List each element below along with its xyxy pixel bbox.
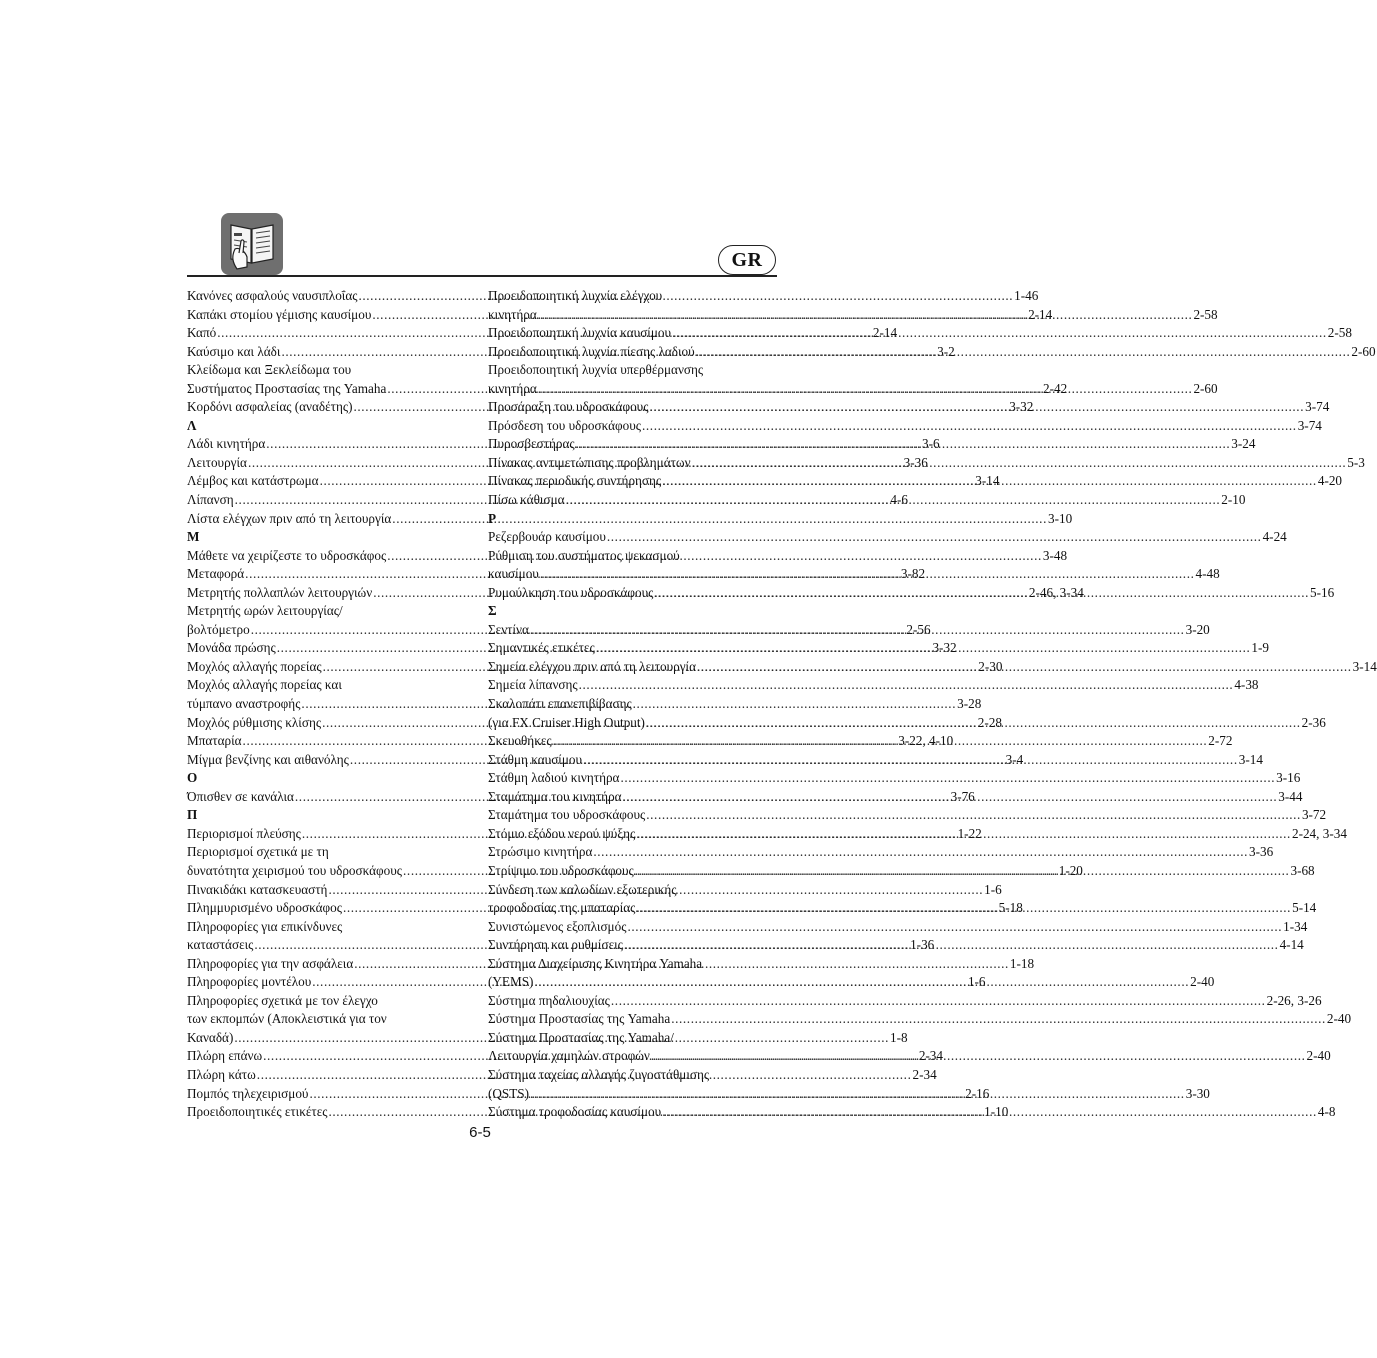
index-entry-line: Ρύθμιση του συστήματος ψεκασμού [488, 547, 680, 563]
dot-leader [592, 843, 1249, 862]
dot-leader [529, 621, 1186, 640]
dot-leader [595, 639, 1252, 658]
dot-leader [537, 380, 1194, 399]
dot-leader [648, 398, 1305, 417]
entry-text: τροφοδοσίας της μπαταρίας [488, 900, 636, 916]
entry-page-ref: 2-46, 3-34 [1028, 584, 1084, 600]
entry-text: Περιορισμοί πλεύσης [187, 825, 301, 841]
entry-page-ref: 4-24 [1262, 529, 1287, 545]
entry-text: Πληροφορίες μοντέλου [187, 974, 312, 990]
dot-leader [619, 769, 1276, 788]
entry-page-ref: 3-22, 4-10 [898, 733, 954, 749]
entry-page-ref: 5-18 [998, 900, 1023, 916]
index-entry-line: Σύνδεση των καλωδίων εξωτερικής [488, 881, 677, 897]
entry-page-ref: 1-46 [1014, 288, 1039, 303]
entry-page-ref: 3-44 [1278, 788, 1303, 804]
dot-leader [623, 936, 1280, 955]
entry-text: κινητήρα [488, 306, 537, 322]
entry-page-ref: 2-14 [1028, 306, 1053, 322]
entry-text: Σημεία λίπανσης [488, 677, 578, 693]
entry-text: Συντήρηση και ρυθμίσεις [488, 937, 623, 953]
entry-text: Κορδόνι ασφαλείας (αναδέτης) [187, 399, 353, 415]
entry-text: Μετρητής πολλαπλών λειτουργιών [187, 584, 373, 600]
entry-text: Προειδοποιητική λυχνία πίεσης λαδιού [488, 343, 695, 359]
entry-text: Λειτουργία χαμηλών στροφών [488, 1048, 650, 1064]
index-entry [488, 676, 1259, 695]
page-number: 6-5 [469, 1124, 491, 1141]
entry-text: Προειδοποιητική λυχνία καυσίμου [488, 325, 672, 341]
entry-page-ref: 5-16 [1310, 584, 1335, 600]
entry-page-ref: 3-14 [1352, 658, 1377, 674]
entry-page-ref: 1-36 [910, 937, 935, 953]
entry-page-ref: 3-20 [1185, 621, 1210, 637]
entry-text: Συνιστώμενος εξοπλισμός [488, 918, 627, 934]
index-entry [488, 417, 1322, 436]
entry-text: Σκευοθήκες [488, 733, 552, 749]
entry-text: Μεταφορά [187, 566, 245, 582]
dot-leader [661, 472, 1318, 491]
entry-page-ref: 3-82 [900, 566, 926, 582]
entry-text: καυσίμου [488, 566, 539, 582]
entry-text: Λέμβος και κατάστρωμα [187, 473, 319, 489]
index-letter-heading: Π [187, 807, 198, 823]
entry-page-ref: 1-9 [1251, 640, 1269, 656]
index-letter-heading: Λ [187, 417, 197, 433]
entry-page-ref: 1-20 [1058, 862, 1083, 878]
entry-page-ref: 3-68 [1290, 862, 1315, 878]
entry-page-ref: 2-72 [1208, 733, 1233, 749]
entry-text: Συστήματος Προστασίας της Yamaha [187, 380, 387, 396]
entry-page-ref: 3-16 [1276, 770, 1301, 786]
entry-page-ref: 3-28 [957, 696, 982, 712]
index-entry [488, 1010, 1352, 1029]
dot-leader [650, 1047, 1307, 1066]
dot-leader [645, 714, 1302, 733]
dot-leader [575, 435, 1232, 454]
index-letter-heading: Ρ [488, 510, 497, 526]
entry-text: Σύστημα τροφοδοσίας καυσίμου [488, 1104, 662, 1120]
entry-page-ref: 4-48 [1195, 566, 1220, 582]
index-entry [488, 843, 1274, 862]
entry-page-ref: 2-60 [1351, 343, 1376, 359]
entry-page-ref: 2-14 [872, 325, 898, 341]
entry-text: Όπισθεν σε κανάλια [187, 788, 294, 804]
index-entry-line: Πληροφορίες σχετικά με τον έλεγχο [187, 992, 378, 1008]
entry-text: τύμπανο αναστροφής [187, 696, 301, 712]
index-entry-line: Σύστημα Διαχείρισης Κινητήρα Yamaha [488, 955, 703, 971]
index-entry [488, 806, 1327, 825]
entry-text: (για FX Cruiser High Output) [488, 714, 645, 730]
entry-text: Κανόνες ασφαλούς ναυσιπλοΐας [187, 288, 358, 303]
entry-page-ref: 5-14 [1292, 900, 1317, 916]
entry-text: Στόμιο εξόδου νερού ψύξης [488, 825, 636, 841]
index-entry-line: Μετρητής ωρών λειτουργίας/ [187, 603, 343, 619]
index-entry [488, 992, 1322, 1011]
entry-page-ref: 3-48 [1042, 547, 1068, 563]
entry-text: (YEMS) [488, 974, 534, 990]
entry-text: Πίσω κάθισμα [488, 492, 565, 508]
index-entry [187, 510, 1073, 529]
entry-text: κινητήρα [488, 380, 537, 396]
entry-page-ref: 3-76 [950, 788, 975, 804]
entry-page-ref: 3-24 [1231, 436, 1256, 452]
dot-leader [695, 343, 1352, 362]
entry-page-ref: 5-3 [1347, 454, 1365, 470]
entry-page-ref: 3-32 [1009, 399, 1034, 415]
entry-page-ref: 2-30 [978, 658, 1003, 674]
entry-page-ref: 4-20 [1317, 473, 1343, 489]
entry-page-ref: 2-36 [1301, 714, 1326, 730]
dot-leader [691, 454, 1348, 473]
entry-text: Λάδι κινητήρα [187, 436, 266, 452]
dot-leader [635, 899, 1292, 918]
entry-page-ref: 2-40 [1190, 974, 1215, 990]
dot-leader [634, 862, 1291, 881]
entry-page-ref: 3-72 [1301, 807, 1327, 823]
entry-page-ref: 3-6 [921, 436, 940, 452]
entry-text: Σύστημα Προστασίας της Yamaha [488, 1011, 671, 1027]
entry-page-ref: 2-24, 3-34 [1291, 825, 1347, 841]
dot-leader [670, 1010, 1327, 1029]
dot-leader [622, 788, 1279, 807]
index-letter-heading: Μ [187, 529, 200, 545]
entry-page-ref: 2-42 [1043, 380, 1068, 396]
entry-text: Στάθμη λαδιού κινητήρα [488, 770, 620, 786]
entry-text: Πλώρη επάνω [187, 1048, 263, 1064]
entry-page-ref: 4-8 [1317, 1104, 1336, 1120]
entry-text: Μπαταρία [187, 733, 242, 749]
index-entry-line: Προειδοποιητική λυχνία ελέγχου [488, 288, 663, 303]
entry-page-ref: 4-6 [890, 492, 908, 508]
entry-page-ref: 2-40 [1306, 1048, 1331, 1064]
entry-page-ref: 4-14 [1279, 937, 1304, 953]
entry-page-ref: 1-34 [1283, 918, 1308, 934]
entry-page-ref: 3-14 [1238, 751, 1263, 767]
index-letter-heading: Σ [488, 603, 497, 619]
entry-page-ref: 3-10 [1047, 510, 1073, 526]
entry-page-ref: 2-40 [1326, 1011, 1352, 1027]
entry-page-ref: 2-58 [1327, 325, 1352, 341]
dot-leader [578, 676, 1235, 695]
entry-text: Μάθετε να χειρίζεστε το υδροσκάφος [187, 547, 387, 563]
entry-page-ref: 3-74 [1305, 399, 1330, 415]
entry-text: Στάθμη καυσίμου [488, 751, 583, 767]
entry-text: Καπάκι στομίου γέμισης καυσίμου [187, 306, 372, 322]
entry-text: Ρεζερβουάρ καυσίμου [488, 529, 606, 545]
entry-text: Προειδοποιητικές ετικέτες [187, 1104, 328, 1120]
entry-text: δυνατότητα χειρισμού του υδροσκάφους [187, 862, 403, 878]
entry-page-ref: 1-10 [984, 1104, 1009, 1120]
index-entry-line: Περιορισμοί σχετικά με τη [187, 844, 329, 860]
index-letter-heading: Ο [187, 770, 198, 786]
entry-text: Σταμάτημα του κινητήρα [488, 788, 622, 804]
entry-text: Σταμάτημα του υδροσκάφους [488, 807, 646, 823]
entry-text: Πλημμυρισμένο υδροσκάφος [187, 900, 342, 916]
entry-text: Καναδά) [187, 1029, 234, 1045]
dot-leader [537, 306, 1194, 325]
dot-leader [610, 992, 1267, 1011]
entry-text: Καύσιμο και λάδι [187, 343, 281, 359]
entry-page-ref: 3-32 [932, 640, 957, 656]
dot-leader [565, 491, 1222, 510]
index-entry [488, 918, 1308, 937]
entry-text: Πληροφορίες για την ασφάλεια [187, 955, 354, 971]
entry-text: Λειτουργία [187, 454, 247, 470]
entry-text: Μονάδα πρώσης [187, 640, 276, 656]
index-entry [488, 528, 1287, 547]
entry-text: Πινακιδάκι κατασκευαστή [187, 881, 328, 897]
entry-page-ref: 1-6 [967, 974, 986, 990]
dot-leader [552, 732, 1209, 751]
entry-page-ref: 2-56 [906, 621, 931, 637]
entry-page-ref: 3-2 [937, 343, 955, 359]
entry-text: καταστάσεις [187, 937, 254, 953]
dot-leader [671, 324, 1328, 343]
dot-leader [645, 806, 1302, 825]
entry-text: Πίνακας αντιμετώπισης προβλημάτων [488, 454, 691, 470]
entry-page-ref: 1-18 [1009, 955, 1035, 971]
entry-page-ref: 2-34 [912, 1066, 937, 1082]
entry-text: Σεντίνα [488, 621, 529, 637]
entry-text: Πίνακας περιοδικής συντήρησης [488, 473, 662, 489]
dot-leader [626, 918, 1283, 937]
entry-text: Σημαντικές ετικέτες [488, 640, 595, 656]
dot-leader [606, 528, 1263, 547]
entry-page-ref: 2-58 [1193, 306, 1218, 322]
dot-leader [635, 825, 1292, 844]
entry-page-ref: 3-30 [1185, 1085, 1210, 1101]
entry-text: Ρυμούλκηση του υδροσκάφους [488, 584, 654, 600]
entry-text: Μίγμα βενζίνης και αιθανόλης [187, 751, 349, 767]
entry-page-ref: 4-38 [1234, 677, 1259, 693]
entry-page-ref: 3-4 [1005, 751, 1024, 767]
entry-page-ref: 1-8 [890, 1029, 908, 1045]
entry-text: (QSTS) [488, 1085, 530, 1101]
entry-page-ref: 3-74 [1297, 417, 1322, 433]
language-badge: GR [718, 245, 776, 275]
book-hand-icon [221, 213, 283, 275]
entry-text: Μοχλός ρύθμισης κλίσης [187, 714, 322, 730]
entry-page-ref: 2-26, 3-26 [1266, 992, 1322, 1008]
entry-text: Πρόσδεση του υδροσκάφους [488, 417, 642, 433]
dot-leader [696, 658, 1353, 677]
dot-leader [653, 584, 1310, 603]
index-entry-line: Κλείδωμα και Ξεκλείδωμα του [187, 362, 352, 378]
dot-leader [641, 417, 1298, 436]
dot-leader [533, 973, 1190, 992]
entry-page-ref: 2-34 [918, 1048, 943, 1064]
index-entry-line: Προειδοποιητική λυχνία υπερθέρμανσης [488, 362, 704, 378]
entry-text: Πυροσβεστήρας [488, 436, 575, 452]
header-rule [187, 275, 777, 277]
entry-page-ref: 2-28 [977, 714, 1002, 730]
entry-text: βολτόμετρο [187, 621, 250, 637]
entry-text: Λίστα ελέγχων πριν από τη λειτουργία [187, 510, 392, 526]
entry-text: Προσάραξη του υδροσκάφους [488, 399, 649, 415]
index-entry-line: Σύστημα Προστασίας της Yamaha/ [488, 1029, 674, 1045]
entry-text: Πλώρη κάτω [187, 1066, 256, 1082]
entry-page-ref: 3-36 [903, 454, 928, 470]
entry-page-ref: 1-22 [957, 825, 982, 841]
entry-text: Καπό [187, 325, 217, 341]
entry-text: Στρίψιμο του υδροσκάφους [488, 862, 634, 878]
entry-text: Στρώσιμο κινητήρα [488, 844, 593, 860]
entry-page-ref: 2-10 [1221, 492, 1246, 508]
dot-leader [539, 565, 1196, 584]
entry-text: Πομπός τηλεχειρισμού [187, 1085, 309, 1101]
index-entry-line: των εκπομπών (Αποκλειστικά για τον [187, 1011, 387, 1027]
entry-text: Μοχλός αλλαγής πορείας [187, 658, 322, 674]
entry-text: Λίπανση [187, 492, 234, 508]
entry-page-ref: 2-60 [1193, 380, 1218, 396]
entry-page-ref: 3-14 [975, 473, 1000, 489]
index-entry [488, 769, 1301, 788]
index-entry-line: Σκαλοπάτι επανεπιβίβασης [488, 696, 632, 712]
entry-page-ref: 2-16 [965, 1085, 990, 1101]
entry-page-ref: 3-36 [1249, 844, 1274, 860]
dot-leader [661, 1103, 1318, 1122]
dot-leader [582, 751, 1239, 770]
entry-text: Σύστημα πηδαλιουχίας [488, 992, 610, 1008]
entry-page-ref: 1-6 [984, 881, 1002, 897]
index-entry-line: Μοχλός αλλαγής πορείας και [187, 677, 342, 693]
index-entry-line: Σύστημα ταχείας αλλαγής ζυγοστάθμισης [488, 1066, 710, 1082]
dot-leader [529, 1085, 1186, 1104]
index-entry-line: Πληροφορίες για επικίνδυνες [187, 918, 343, 934]
entry-text: Σημεία ελέγχου πριν από τη λειτουργία [488, 658, 696, 674]
